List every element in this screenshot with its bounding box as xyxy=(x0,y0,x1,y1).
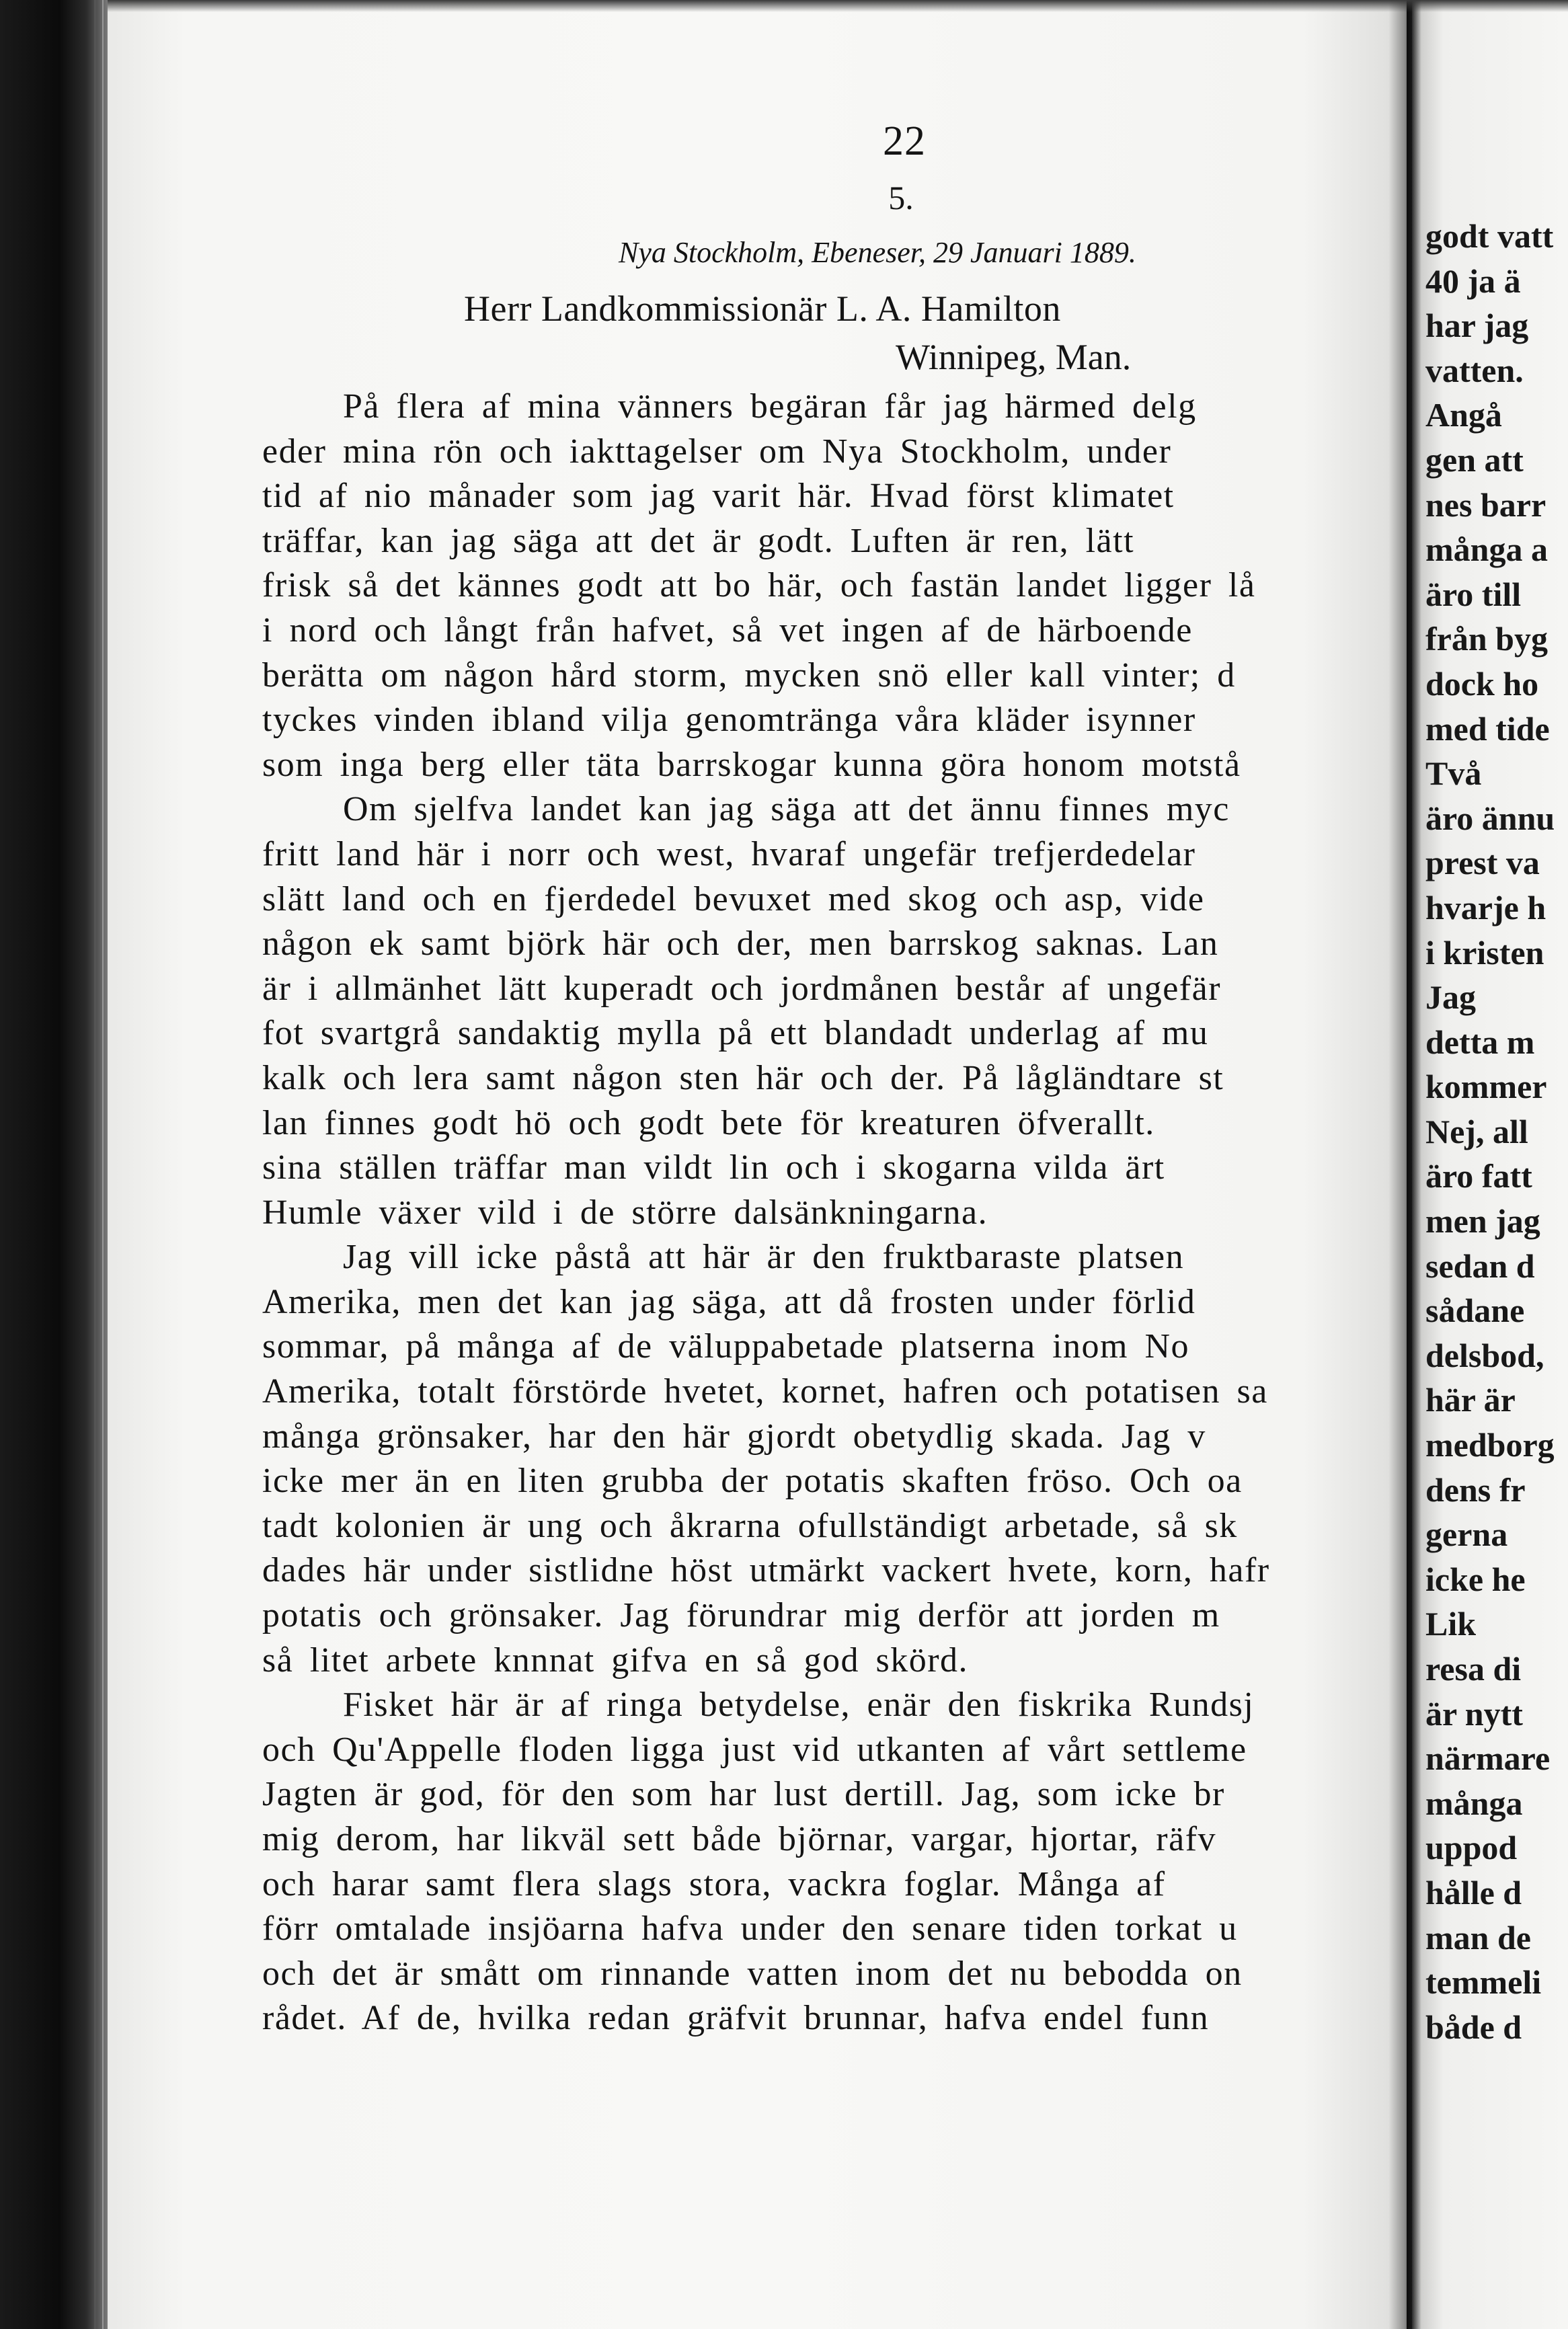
next-page-text xyxy=(1425,214,1568,2049)
next-page-line: uppod xyxy=(1425,1829,1518,1867)
next-page-line: medborg xyxy=(1425,1426,1555,1464)
next-page-line: Lik xyxy=(1425,1605,1477,1643)
body-line: förr omtalade insjöarna hafva under den senare tiden torkat u xyxy=(262,1909,1238,1948)
body-line: i nord och långt från hafvet, så vet ingen af de härboende xyxy=(262,610,1193,649)
next-page-line: sådane xyxy=(1425,1292,1525,1330)
body-line: fot svartgrå sandaktig mylla på ett blandadt underlag af mu xyxy=(262,1014,1209,1053)
body-line: mig derom, har likväl sett både björnar, vargar, hjortar, räfv xyxy=(262,1820,1217,1858)
next-page-line: 40 ja ä xyxy=(1425,262,1521,300)
page-edge-line xyxy=(102,0,104,2329)
body-line: Jagten är god, för den som har lust dertill. Jag, som icke br xyxy=(262,1775,1225,1814)
book-gutter xyxy=(1388,0,1415,2329)
next-page-line: äro till xyxy=(1425,575,1522,613)
next-page-line: från byg xyxy=(1425,620,1548,658)
next-page-line: detta m xyxy=(1425,1023,1535,1061)
body-line: potatis och grönsaker. Jag förundrar mig derför att jorden m xyxy=(262,1596,1220,1635)
body-line: berätta om någon hård storm, mycken snö eller kall vinter; d xyxy=(262,656,1236,695)
page-edge-line xyxy=(94,0,96,2329)
body-line: slätt land och en fjerdedel bevuxet med skog och asp, vide xyxy=(262,879,1205,918)
body-line: dades här under sistlidne höst utmärkt vackert hvete, korn, hafr xyxy=(262,1551,1270,1590)
page-number: 22 xyxy=(883,118,926,164)
next-page-line: dock ho xyxy=(1425,664,1539,703)
body-line: Jag vill icke påstå att här är den fruktbaraste platsen xyxy=(343,1238,1185,1277)
letter-address-city: Winnipeg, Man. xyxy=(896,337,1132,377)
next-page-line: godt vatt xyxy=(1425,217,1554,255)
next-page-line: Nej, all xyxy=(1425,1112,1528,1150)
next-page-line: gen att xyxy=(1425,440,1524,479)
body-line: Amerika, totalt förstörde hvetet, kornet, hafren och potatisen sa xyxy=(262,1372,1268,1411)
next-page-line: Två xyxy=(1425,754,1482,793)
body-line: Om sjelfva landet kan jag säga att det ännu finnes myc xyxy=(343,790,1230,829)
body-line: så litet arbete knnnat gifva en så god skörd. xyxy=(262,1641,969,1680)
body-line: många grönsaker, har den här gjordt obetydlig skada. Jag v xyxy=(262,1417,1206,1456)
body-line: tid af nio månader som jag varit här. Hvad först klimatet xyxy=(262,477,1175,516)
body-line: och det är smått om rinnande vatten inom det nu bebodda on xyxy=(262,1954,1243,1993)
body-line: kalk och lera samt någon sten här och der. På lågländtare st xyxy=(262,1058,1224,1097)
body-line: är i allmänhet lätt kuperadt och jordmånen består af ungefär xyxy=(262,969,1222,1008)
next-page-line: har jag xyxy=(1425,307,1529,345)
body-line: och harar samt flera slags stora, vackra foglar. Många af xyxy=(262,1864,1166,1903)
body-line: träffar, kan jag säga att det är godt. Luften är ren, lätt xyxy=(262,521,1135,560)
body-line: Humle växer vild i de större dalsänkningarna. xyxy=(262,1193,988,1232)
next-page-line: många a xyxy=(1425,530,1548,569)
next-page-line: icke he xyxy=(1425,1560,1526,1598)
next-page-line: temmeli xyxy=(1425,1963,1542,2002)
body-line: som inga berg eller täta barrskogar kunna göra honom motstå xyxy=(262,745,1241,784)
next-page-line: många xyxy=(1425,1784,1523,1822)
body-line: frisk så det kännes godt att bo här, och fastän landet ligger lå xyxy=(262,566,1256,605)
next-page-line: Jag xyxy=(1425,978,1476,1017)
next-page-line: delsbod, xyxy=(1425,1336,1544,1374)
next-page-line: äro fatt xyxy=(1425,1157,1532,1195)
letter-number: 5. xyxy=(888,179,914,216)
body-line: rådet. Af de, hvilka redan gräfvit brunnar, hafva endel funn xyxy=(262,1999,1210,2038)
next-page-line: hvarje h xyxy=(1425,888,1546,926)
next-page-line: är nytt xyxy=(1425,1694,1523,1733)
body-line: tadt kolonien är ung och åkrarna ofullständigt arbetade, så sk xyxy=(262,1506,1238,1545)
scan-top-edge xyxy=(108,0,1568,12)
letter-addressee: Herr Landkommissionär L. A. Hamilton xyxy=(464,288,1061,329)
letter-dateline: Nya Stockholm, Ebeneser, 29 Januari 1889. xyxy=(619,236,1136,269)
next-page-line: närmare xyxy=(1425,1739,1551,1778)
body-line: sommar, på många af de väluppabetade platserna inom No xyxy=(262,1327,1190,1366)
body-line: lan finnes godt hö och godt bete för kreaturen öfverallt. xyxy=(262,1103,1155,1142)
body-line: eder mina rön och iakttagelser om Nya Stockholm, under xyxy=(262,432,1172,471)
book-page xyxy=(108,0,1407,2329)
body-line: Amerika, men det kan jag säga, att då frosten under förlid xyxy=(262,1282,1196,1321)
body-line: tyckes vinden ibland vilja genomtränga våra kläder isynner xyxy=(262,701,1196,740)
next-page-line: sedan d xyxy=(1425,1247,1535,1285)
next-page-line: med tide xyxy=(1425,709,1550,748)
scanner-edge xyxy=(0,0,108,2329)
next-page-line: hålle d xyxy=(1425,1873,1522,1911)
next-page-line: kommer xyxy=(1425,1068,1547,1106)
next-page-line: resa di xyxy=(1425,1650,1522,1688)
next-page-line: äro ännu xyxy=(1425,799,1555,837)
body-line: någon ek samt björk här och der, men barrskog saknas. Lan xyxy=(262,924,1219,963)
body-line: sina ställen träffar man vildt lin och i skogarna vilda ärt xyxy=(262,1148,1165,1187)
letter-body xyxy=(262,385,1407,2041)
next-page-line: nes barr xyxy=(1425,485,1546,524)
next-page-line: både d xyxy=(1425,2008,1522,2046)
next-page-line: i kristen xyxy=(1425,933,1544,972)
next-page-line: Angå xyxy=(1425,396,1502,434)
next-page-line: prest va xyxy=(1425,844,1540,882)
next-page-line: här är xyxy=(1425,1381,1516,1419)
next-page-fragment xyxy=(1412,0,1568,2329)
next-page-line: gerna xyxy=(1425,1515,1508,1554)
body-line: och Qu'Appelle floden ligga just vid utkanten af vårt settleme xyxy=(262,1730,1247,1769)
next-page-line: men jag xyxy=(1425,1202,1540,1240)
next-page-line: dens fr xyxy=(1425,1470,1526,1509)
next-page-line: vatten. xyxy=(1425,351,1524,389)
body-line: icke mer än en liten grubba der potatis skaften fröso. Och oa xyxy=(262,1462,1243,1501)
body-line: fritt land här i norr och west, hvaraf ungefär trefjerdedelar xyxy=(262,834,1196,873)
body-line: Fisket här är af ringa betydelse, enär den fiskrika Rundsj xyxy=(343,1686,1255,1725)
body-line: På flera af mina vänners begäran får jag härmed delg xyxy=(343,387,1197,426)
next-page-line: man de xyxy=(1425,1918,1531,1957)
